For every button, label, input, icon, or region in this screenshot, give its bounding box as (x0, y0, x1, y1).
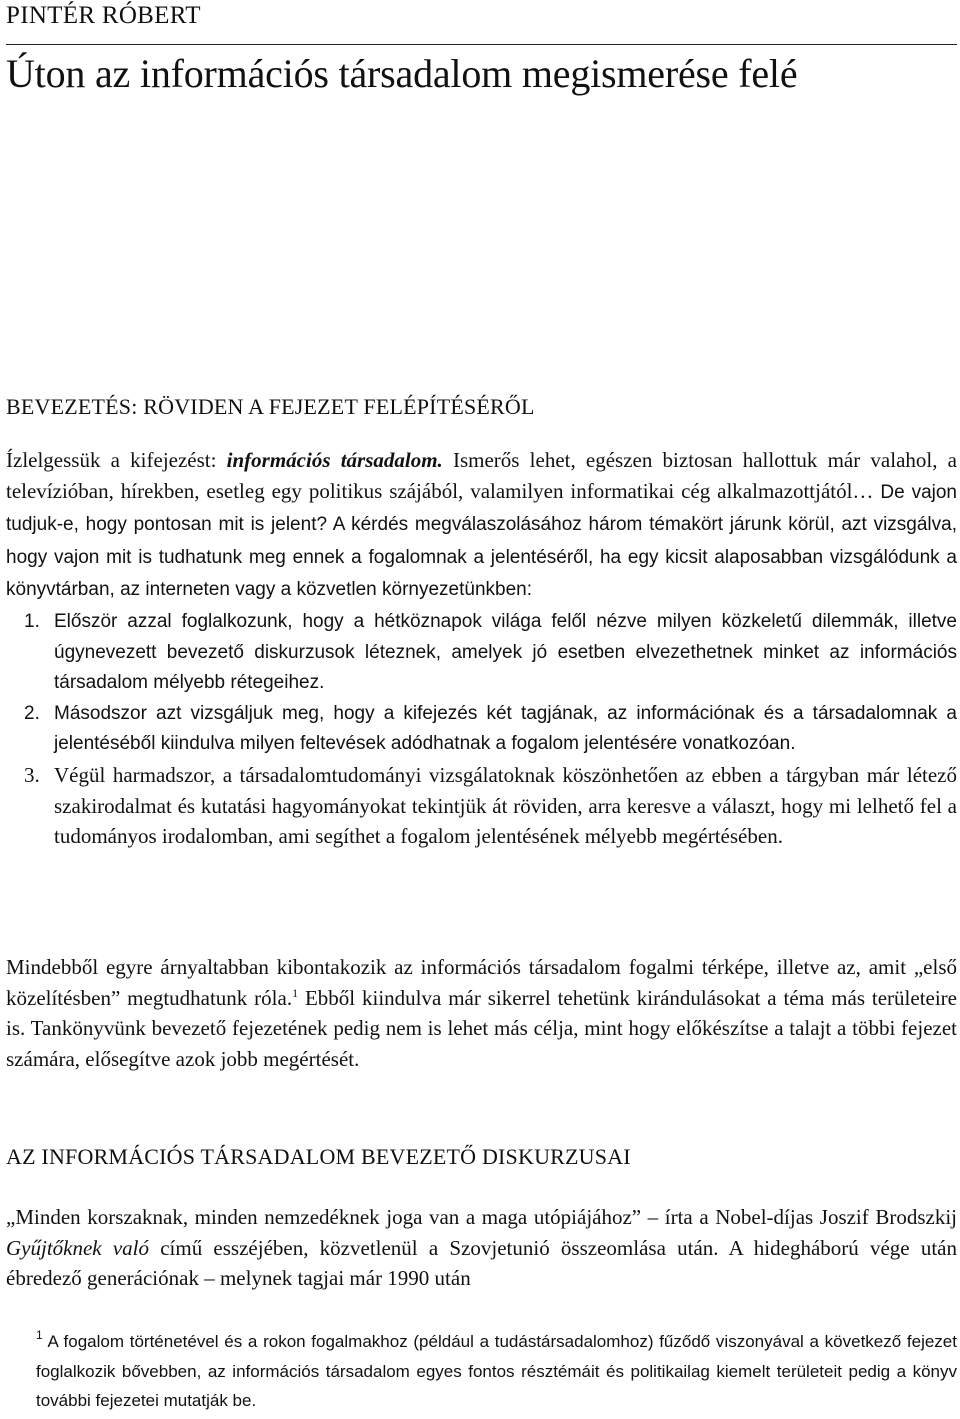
footnote-mark: 1 (36, 1328, 43, 1342)
list-item-text: Először azzal foglalkozunk, hogy a hétköznapok világa felől nézve milyen közkeletű dilemmák, illetve úgynevezett bevezető diskurzusok léteznek, amelyek jó esetben elvezethetnek minket az információs társadalom mélyebb rétegeihez. (54, 611, 957, 694)
quote-before: „Minden korszaknak, minden nemzedéknek joga van a maga utópiájához” – írta a Nobel-díjas Joszif Brodszkij (6, 1205, 957, 1229)
topic-list (6, 607, 957, 852)
chapter-title: Úton az információs társadalom megismerése felé (6, 51, 798, 96)
list-item-text: Végül harmadszor, a társadalomtudományi vizsgálatoknak köszönhetően az ebben a tárgyban már létező szakirodalmat és kutatási hagyományokat tekintjük át röviden, arra keresve a választ, hogy mi lelhető fel a tudományos irodalomban, ami segíthet a fogalom jelentésének mélyebb megértésében. (54, 762, 957, 849)
list-item (6, 699, 957, 760)
list-item (6, 607, 957, 699)
intro-lead: Ízlelgessük a kifejezést: (6, 448, 227, 472)
footnote (6, 1327, 957, 1416)
list-item-number: 3. (24, 762, 40, 787)
intro-rest: Ismerős lehet, egészen biztosan hallottuk már valahol, a televízióban, hírekben, esetleg egy politikus szájából, valamilyen informatikai cég alkalmazottjától… (6, 448, 957, 503)
list-item-number: 1. (24, 611, 40, 632)
quote-after: című esszéjében, közvetlenül a Szovjetunió összeomlása után. A hidegháború vége után ébredező generációnak – melynek tagjai már 1990 után (6, 1235, 958, 1291)
footnote-body (6, 1327, 957, 1416)
essay-title: Gyűjtőknek való (6, 1235, 149, 1260)
summary-paragraph (6, 952, 957, 1074)
footnote-reference[interactable]: 1 (292, 985, 299, 1000)
section-heading-intro: BEVEZETÉS: RÖVIDEN A FEJEZET FELÉPÍTÉSÉRŐL (6, 394, 535, 419)
summary-after: Ebből kiindulva már sikerrel tehetünk kirándulásokat a téma más területeire is. Tankönyvünk bevezető fejezetének pedig nem is lehet más célja, mint hogy előkészítse a talajt a többi fejezet számára, elősegítve azok jobb megértését. (6, 985, 957, 1071)
intro-question: De vajon tudjuk-e, hogy pontosan mit is jelent? A kérdés megválaszolásához három témakört járunk körül, azt vizsgálva, hogy vajon mit is tudhatunk meg ennek a fogalomnak a jelentéséről, ha egy kicsit alaposabban vizsgálódunk a könyvtárban, az interneten vagy a közvetlen környezetünkben: (6, 481, 957, 601)
list-item-number: 2. (24, 702, 40, 724)
list-item-text: Másodszor azt vizsgáljuk meg, hogy a kifejezés két tagjának, az információnak és a társadalomnak a jelentéséből kiindulva milyen feltevések adódhatnak a fogalom jelentésére vonatkozóan. (54, 702, 957, 755)
quote-paragraph (6, 1202, 957, 1294)
summary-before: Mindebből egyre árnyaltabban kibontakozik az információs társadalom fogalmi térképe, illetve az, amit „első közelítésben” megtudhatunk róla. (6, 955, 957, 1010)
header-rule (6, 44, 957, 45)
list-item (6, 760, 957, 852)
section-heading-discourses: AZ INFORMÁCIÓS TÁRSADALOM BEVEZETŐ DISKURZUSAI (6, 1144, 631, 1169)
footnote-text: A fogalom történetével és a rokon fogalmakhoz (például a tudástársadalomhoz) fűződő viszonyával a következő fejezet foglalkozik bővebben, az információs társadalom egyes fontos résztémáit és politikailag kiemelt területeit pedig a könyv további fejezetei mutatják be. (36, 1332, 957, 1410)
author-name: PINTÉR RÓBERT (6, 2, 201, 29)
intro-term: információs társadalom. (226, 448, 443, 472)
intro-paragraph (6, 445, 957, 606)
